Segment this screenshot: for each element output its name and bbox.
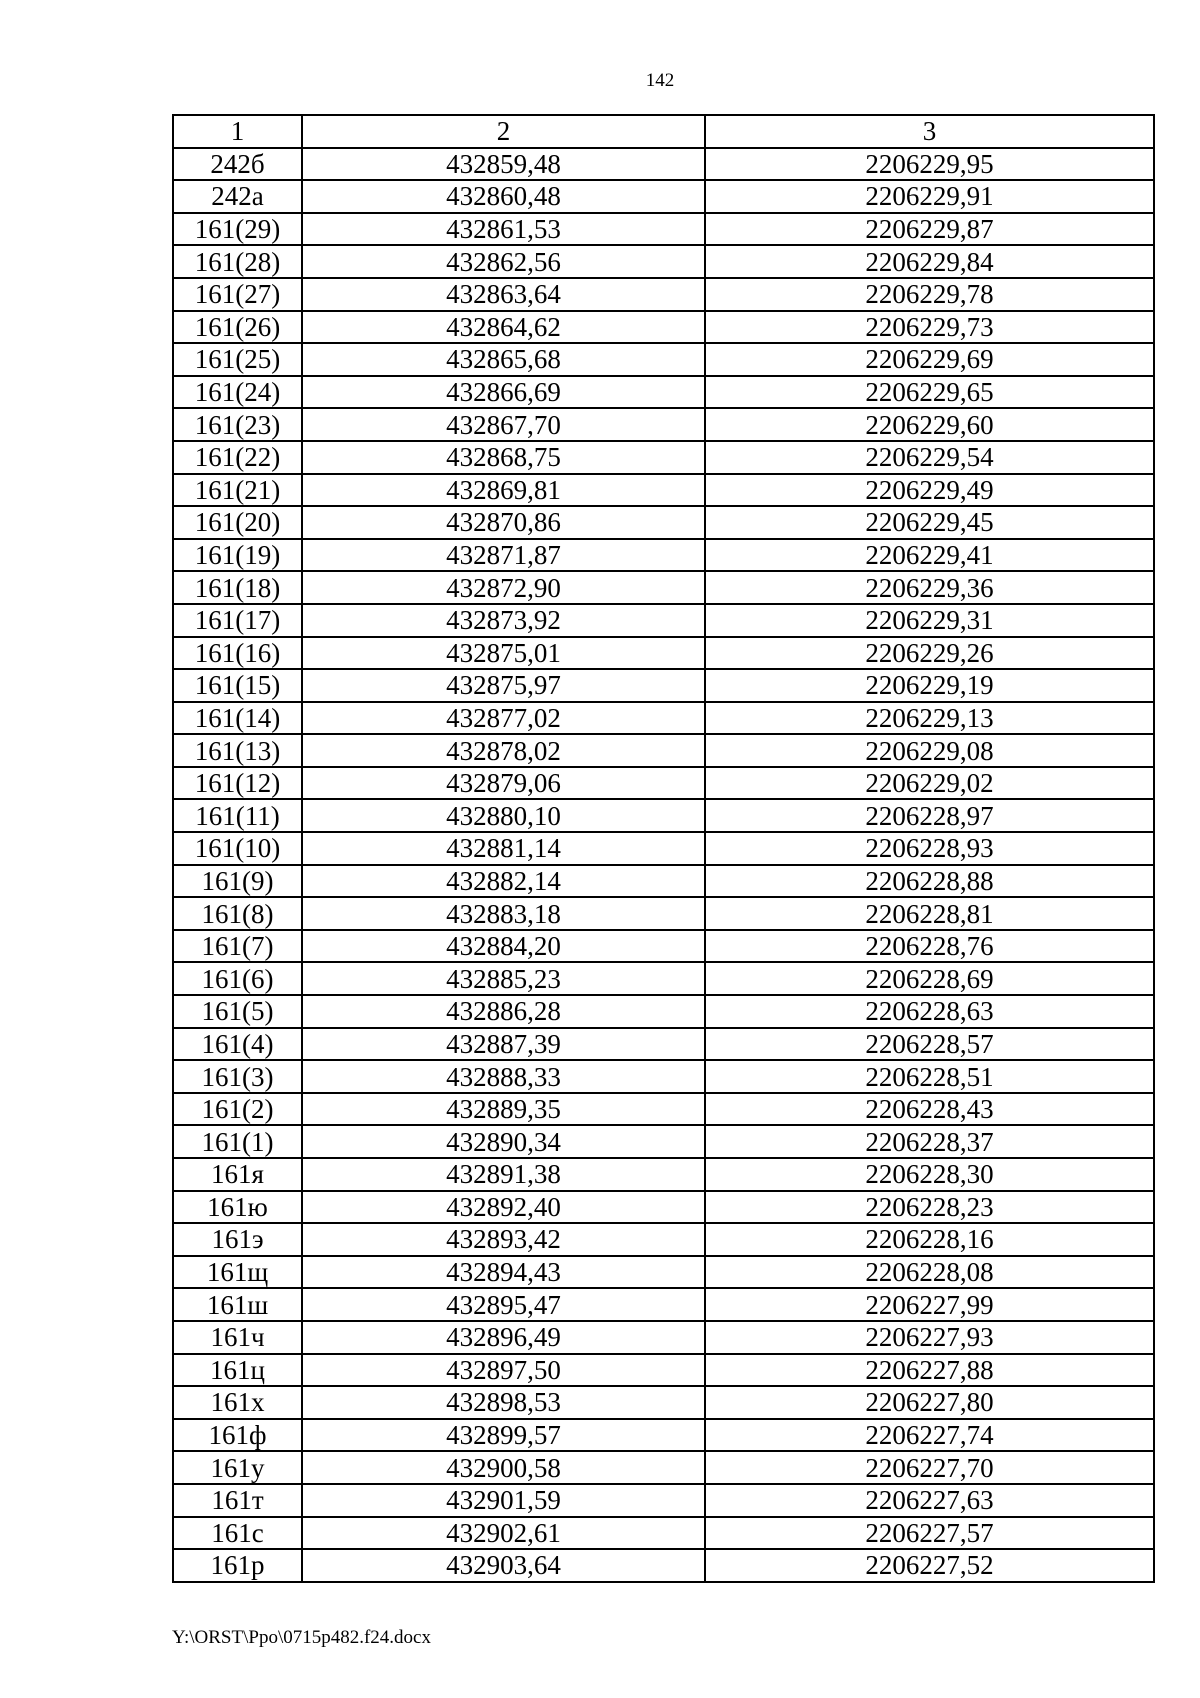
- table-row: [173, 1125, 1154, 1158]
- table-row: [173, 637, 1154, 670]
- x-coordinate-cell: 432881,14: [302, 832, 705, 865]
- table-row: [173, 245, 1154, 278]
- x-coordinate-cell: 432871,87: [302, 539, 705, 572]
- point-id-cell: 161(27): [173, 278, 302, 311]
- point-id-cell: 161(2): [173, 1093, 302, 1126]
- x-coordinate-cell: 432892,40: [302, 1191, 705, 1224]
- x-coordinate-cell: 432886,28: [302, 995, 705, 1028]
- point-id-cell: 161(8): [173, 897, 302, 930]
- y-coordinate-cell: 2206227,99: [705, 1288, 1154, 1321]
- table-row: [173, 474, 1154, 507]
- point-id-cell: 161(3): [173, 1060, 302, 1093]
- y-coordinate-cell: 2206228,69: [705, 962, 1154, 995]
- y-coordinate-cell: 2206229,08: [705, 734, 1154, 767]
- table-row: [173, 734, 1154, 767]
- point-id-cell: 161(25): [173, 343, 302, 376]
- y-coordinate-cell: 2206228,93: [705, 832, 1154, 865]
- point-id-cell: 161(22): [173, 441, 302, 474]
- y-coordinate-cell: 2206228,76: [705, 930, 1154, 963]
- table-row: [173, 1354, 1154, 1387]
- y-coordinate-cell: 2206228,08: [705, 1256, 1154, 1289]
- y-coordinate-cell: 2206228,30: [705, 1158, 1154, 1191]
- table-row: [173, 702, 1154, 735]
- point-id-cell: 161т: [173, 1484, 302, 1517]
- x-coordinate-cell: 432900,58: [302, 1451, 705, 1484]
- x-coordinate-cell: 432884,20: [302, 930, 705, 963]
- footer-file-path: Y:\ORST\Ppo\0715p482.f24.docx: [172, 1627, 431, 1648]
- table-row: [173, 930, 1154, 963]
- x-coordinate-cell: 432887,39: [302, 1028, 705, 1061]
- point-id-cell: 161ш: [173, 1288, 302, 1321]
- point-id-cell: 161(15): [173, 669, 302, 702]
- x-coordinate-cell: 432875,01: [302, 637, 705, 670]
- point-id-cell: 161(14): [173, 702, 302, 735]
- table-row: [173, 1321, 1154, 1354]
- y-coordinate-cell: 2206229,84: [705, 245, 1154, 278]
- table-row: [173, 1060, 1154, 1093]
- point-id-cell: 161(10): [173, 832, 302, 865]
- point-id-cell: 161(26): [173, 311, 302, 344]
- x-coordinate-cell: 432865,68: [302, 343, 705, 376]
- point-id-cell: 161(28): [173, 245, 302, 278]
- x-coordinate-cell: 432875,97: [302, 669, 705, 702]
- y-coordinate-cell: 2206228,23: [705, 1191, 1154, 1224]
- y-coordinate-cell: 2206227,80: [705, 1386, 1154, 1419]
- x-coordinate-cell: 432901,59: [302, 1484, 705, 1517]
- table-row: [173, 767, 1154, 800]
- x-coordinate-cell: 432867,70: [302, 408, 705, 441]
- table-row: [173, 897, 1154, 930]
- x-coordinate-cell: 432903,64: [302, 1549, 705, 1582]
- table-row: [173, 539, 1154, 572]
- table-row: [173, 1517, 1154, 1550]
- x-coordinate-cell: 432880,10: [302, 799, 705, 832]
- table-row: [173, 865, 1154, 898]
- x-coordinate-cell: 432869,81: [302, 474, 705, 507]
- table-row: [173, 1451, 1154, 1484]
- y-coordinate-cell: 2206229,91: [705, 180, 1154, 213]
- table-row: [173, 1223, 1154, 1256]
- point-id-cell: 161(24): [173, 376, 302, 409]
- point-id-cell: 161(7): [173, 930, 302, 963]
- y-coordinate-cell: 2206229,26: [705, 637, 1154, 670]
- table-row: [173, 180, 1154, 213]
- table-row: [173, 1549, 1154, 1582]
- x-coordinate-cell: 432861,53: [302, 213, 705, 246]
- y-coordinate-cell: 2206228,81: [705, 897, 1154, 930]
- table-row: [173, 832, 1154, 865]
- y-coordinate-cell: 2206227,57: [705, 1517, 1154, 1550]
- y-coordinate-cell: 2206228,88: [705, 865, 1154, 898]
- point-id-cell: 161(5): [173, 995, 302, 1028]
- point-id-cell: 161(16): [173, 637, 302, 670]
- point-id-cell: 161(11): [173, 799, 302, 832]
- y-coordinate-cell: 2206227,63: [705, 1484, 1154, 1517]
- x-coordinate-cell: 432902,61: [302, 1517, 705, 1550]
- table-header-row: [173, 115, 1154, 148]
- point-id-cell: 161у: [173, 1451, 302, 1484]
- x-coordinate-cell: 432890,34: [302, 1125, 705, 1158]
- table-row: [173, 1191, 1154, 1224]
- table-row: [173, 1158, 1154, 1191]
- table-row: [173, 148, 1154, 181]
- table-row: [173, 604, 1154, 637]
- table-row: [173, 571, 1154, 604]
- x-coordinate-cell: 432893,42: [302, 1223, 705, 1256]
- x-coordinate-cell: 432862,56: [302, 245, 705, 278]
- point-id-cell: 161ф: [173, 1419, 302, 1452]
- table-row: [173, 311, 1154, 344]
- y-coordinate-cell: 2206229,13: [705, 702, 1154, 735]
- y-coordinate-cell: 2206229,87: [705, 213, 1154, 246]
- y-coordinate-cell: 2206228,16: [705, 1223, 1154, 1256]
- point-id-cell: 161ю: [173, 1191, 302, 1224]
- x-coordinate-cell: 432894,43: [302, 1256, 705, 1289]
- point-id-cell: 161(19): [173, 539, 302, 572]
- y-coordinate-cell: 2206228,43: [705, 1093, 1154, 1126]
- y-coordinate-cell: 2206229,36: [705, 571, 1154, 604]
- point-id-cell: 161(1): [173, 1125, 302, 1158]
- x-coordinate-cell: 432898,53: [302, 1386, 705, 1419]
- point-id-cell: 161(6): [173, 962, 302, 995]
- y-coordinate-cell: 2206228,57: [705, 1028, 1154, 1061]
- table-row: [173, 278, 1154, 311]
- point-id-cell: 161х: [173, 1386, 302, 1419]
- table-row: [173, 1288, 1154, 1321]
- y-coordinate-cell: 2206227,93: [705, 1321, 1154, 1354]
- point-id-cell: 161(23): [173, 408, 302, 441]
- x-coordinate-cell: 432883,18: [302, 897, 705, 930]
- x-coordinate-cell: 432897,50: [302, 1354, 705, 1387]
- point-id-cell: 161(12): [173, 767, 302, 800]
- table-row: [173, 799, 1154, 832]
- y-coordinate-cell: 2206229,95: [705, 148, 1154, 181]
- table-row: [173, 1028, 1154, 1061]
- point-id-cell: 242а: [173, 180, 302, 213]
- y-coordinate-cell: 2206228,37: [705, 1125, 1154, 1158]
- point-id-cell: 161(21): [173, 474, 302, 507]
- y-coordinate-cell: 2206229,19: [705, 669, 1154, 702]
- y-coordinate-cell: 2206229,69: [705, 343, 1154, 376]
- point-id-cell: 161(20): [173, 506, 302, 539]
- x-coordinate-cell: 432864,62: [302, 311, 705, 344]
- point-id-cell: 161(9): [173, 865, 302, 898]
- y-coordinate-cell: 2206229,45: [705, 506, 1154, 539]
- table-body: [173, 148, 1154, 1582]
- x-coordinate-cell: 432882,14: [302, 865, 705, 898]
- x-coordinate-cell: 432889,35: [302, 1093, 705, 1126]
- point-id-cell: 161с: [173, 1517, 302, 1550]
- x-coordinate-cell: 432885,23: [302, 962, 705, 995]
- point-id-cell: 161щ: [173, 1256, 302, 1289]
- table-row: [173, 376, 1154, 409]
- table-row: [173, 1419, 1154, 1452]
- y-coordinate-cell: 2206229,49: [705, 474, 1154, 507]
- x-coordinate-cell: 432896,49: [302, 1321, 705, 1354]
- x-coordinate-cell: 432895,47: [302, 1288, 705, 1321]
- x-coordinate-cell: 432877,02: [302, 702, 705, 735]
- x-coordinate-cell: 432879,06: [302, 767, 705, 800]
- x-coordinate-cell: 432859,48: [302, 148, 705, 181]
- y-coordinate-cell: 2206227,70: [705, 1451, 1154, 1484]
- table-row: [173, 343, 1154, 376]
- table-row: [173, 506, 1154, 539]
- table-row: [173, 669, 1154, 702]
- y-coordinate-cell: 2206229,60: [705, 408, 1154, 441]
- y-coordinate-cell: 2206227,74: [705, 1419, 1154, 1452]
- table-row: [173, 408, 1154, 441]
- x-coordinate-cell: 432870,86: [302, 506, 705, 539]
- x-coordinate-cell: 432873,92: [302, 604, 705, 637]
- y-coordinate-cell: 2206229,54: [705, 441, 1154, 474]
- y-coordinate-cell: 2206227,88: [705, 1354, 1154, 1387]
- y-coordinate-cell: 2206228,97: [705, 799, 1154, 832]
- x-coordinate-cell: 432878,02: [302, 734, 705, 767]
- column-header-3: 3: [705, 115, 1154, 148]
- x-coordinate-cell: 432888,33: [302, 1060, 705, 1093]
- y-coordinate-cell: 2206229,02: [705, 767, 1154, 800]
- point-id-cell: 161(18): [173, 571, 302, 604]
- point-id-cell: 161(29): [173, 213, 302, 246]
- column-header-2: 2: [302, 115, 705, 148]
- x-coordinate-cell: 432863,64: [302, 278, 705, 311]
- y-coordinate-cell: 2206229,78: [705, 278, 1154, 311]
- y-coordinate-cell: 2206229,31: [705, 604, 1154, 637]
- point-id-cell: 242б: [173, 148, 302, 181]
- x-coordinate-cell: 432868,75: [302, 441, 705, 474]
- y-coordinate-cell: 2206229,65: [705, 376, 1154, 409]
- point-id-cell: 161ч: [173, 1321, 302, 1354]
- point-id-cell: 161р: [173, 1549, 302, 1582]
- point-id-cell: 161я: [173, 1158, 302, 1191]
- y-coordinate-cell: 2206229,41: [705, 539, 1154, 572]
- point-id-cell: 161(17): [173, 604, 302, 637]
- table-row: [173, 1256, 1154, 1289]
- y-coordinate-cell: 2206228,63: [705, 995, 1154, 1028]
- table-row: [173, 1484, 1154, 1517]
- point-id-cell: 161ц: [173, 1354, 302, 1387]
- column-header-1: 1: [173, 115, 302, 148]
- table-row: [173, 441, 1154, 474]
- point-id-cell: 161(4): [173, 1028, 302, 1061]
- page-number: 142: [645, 70, 675, 91]
- table-row: [173, 1093, 1154, 1126]
- x-coordinate-cell: 432866,69: [302, 376, 705, 409]
- x-coordinate-cell: 432899,57: [302, 1419, 705, 1452]
- y-coordinate-cell: 2206227,52: [705, 1549, 1154, 1582]
- x-coordinate-cell: 432872,90: [302, 571, 705, 604]
- y-coordinate-cell: 2206229,73: [705, 311, 1154, 344]
- point-id-cell: 161(13): [173, 734, 302, 767]
- table-row: [173, 213, 1154, 246]
- point-id-cell: 161э: [173, 1223, 302, 1256]
- x-coordinate-cell: 432860,48: [302, 180, 705, 213]
- x-coordinate-cell: 432891,38: [302, 1158, 705, 1191]
- coordinates-table: [172, 114, 1155, 1583]
- table-row: [173, 962, 1154, 995]
- y-coordinate-cell: 2206228,51: [705, 1060, 1154, 1093]
- table-row: [173, 995, 1154, 1028]
- table-row: [173, 1386, 1154, 1419]
